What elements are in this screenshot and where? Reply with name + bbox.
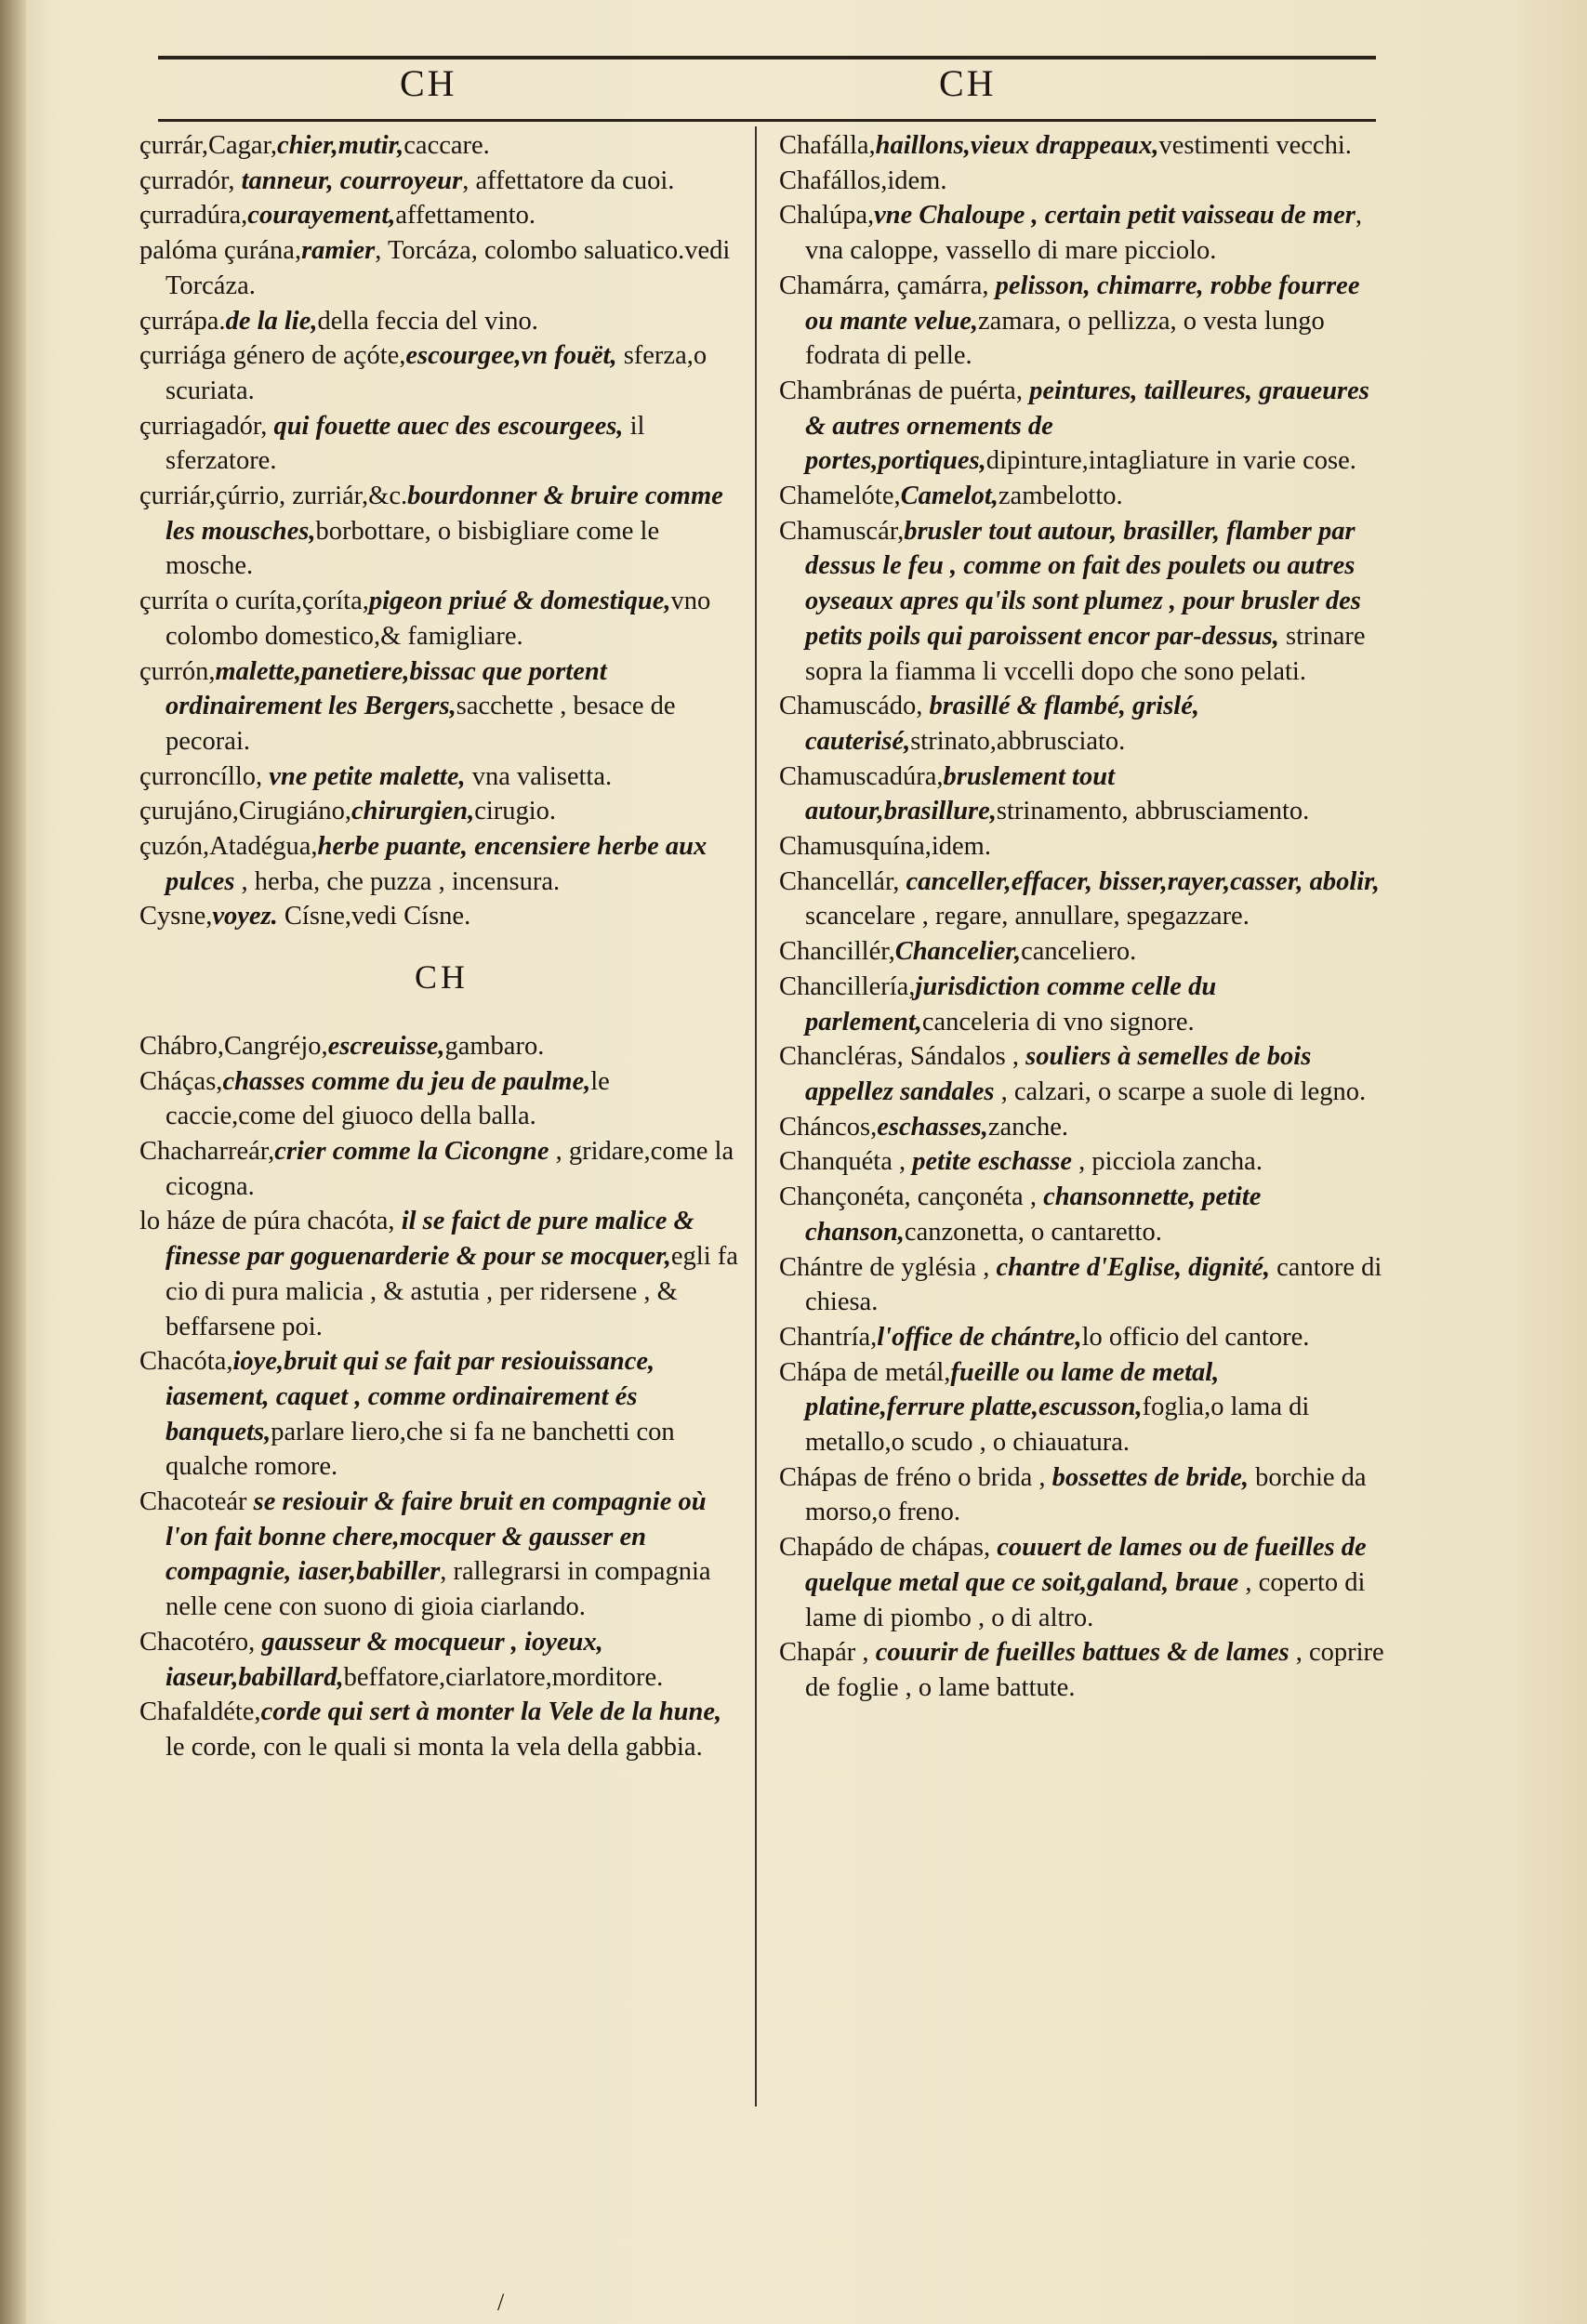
entry-italian-gloss: , rallegrarsi in compagnia nelle cene con suono di gioia ciarlando. xyxy=(165,1557,711,1622)
entry-headword: Chafállos,idem. xyxy=(779,165,947,195)
dictionary-entry xyxy=(779,829,1385,865)
dictionary-entry xyxy=(139,1134,744,1204)
entry-french-gloss: fueille ou lame de metal, platine,ferrure platte,escusson, xyxy=(805,1357,1220,1422)
entry-french-gloss: haillons,vieux drappeaux, xyxy=(875,131,1159,160)
dictionary-entry xyxy=(139,1344,744,1485)
entry-french-gloss: crier comme la Cicongne xyxy=(274,1136,549,1166)
entry-headword: Chafálla, xyxy=(779,131,876,160)
entry-french-gloss: chirurgien, xyxy=(350,797,475,826)
dictionary-entry xyxy=(779,164,1385,199)
dictionary-entry xyxy=(139,164,744,199)
entry-headword: Chamusquína,idem. xyxy=(779,832,991,862)
entry-headword: Chalúpa, xyxy=(779,201,875,231)
dictionary-entry xyxy=(779,1250,1385,1320)
entry-french-gloss: couurir de fueilles battues & de lames xyxy=(875,1638,1289,1668)
entry-headword: çurriár,çúrrio, zurriár,&c. xyxy=(139,482,408,511)
entry-italian-gloss: , vna caloppe, vassello di mare picciolo. xyxy=(805,201,1362,266)
entry-italian-gloss: , affettatore da cuoi. xyxy=(462,165,675,195)
dictionary-entry xyxy=(139,1204,744,1344)
entry-italian-gloss: della feccia del vino. xyxy=(317,306,538,336)
dictionary-entry xyxy=(139,338,744,408)
dictionary-entry xyxy=(139,1625,744,1695)
entry-italian-gloss: lo officio del cantore. xyxy=(1081,1322,1310,1352)
entry-italian-gloss: vestimenti vecchi. xyxy=(1158,131,1352,160)
entry-italian-gloss: canceliero. xyxy=(1021,937,1137,967)
entry-italian-gloss: cantore di chiesa. xyxy=(805,1252,1382,1317)
entry-french-gloss: escourgee,vn fouët, xyxy=(405,341,617,371)
entry-italian-gloss: borchie da morso,o freno. xyxy=(805,1462,1367,1527)
dictionary-entry xyxy=(779,865,1385,934)
entry-italian-gloss: , herba, che puzza , incensura. xyxy=(234,866,561,896)
entry-french-gloss: chier,mutir, xyxy=(277,131,404,160)
entry-italian-gloss: cirugio. xyxy=(474,797,557,826)
entry-headword: Chancillér, xyxy=(779,937,895,967)
entry-french-gloss: pigeon priué & domestique, xyxy=(368,587,671,616)
entry-french-gloss: souliers à semelles de bois appellez sandales xyxy=(805,1042,1312,1106)
dictionary-entry xyxy=(139,654,744,759)
dictionary-entry xyxy=(139,128,744,164)
dictionary-entry xyxy=(139,899,744,934)
entry-french-gloss: ramier xyxy=(301,236,376,266)
entry-french-gloss: peintures, tailleures, graueures & autres ornements de portes,portiques, xyxy=(805,376,1369,476)
dictionary-entry xyxy=(139,479,744,584)
entry-italian-gloss: affettamento. xyxy=(395,201,536,231)
entry-headword: Chacharreár, xyxy=(139,1136,275,1166)
entry-french-gloss: tanneur, courroyeur xyxy=(241,165,463,195)
entry-french-gloss: malette,panetiere,bissac que portent ordinairement les Bergers, xyxy=(165,656,607,721)
dictionary-entry xyxy=(779,1460,1385,1530)
entry-french-gloss: escreuisse, xyxy=(327,1031,445,1061)
entry-french-gloss: petite eschasse xyxy=(912,1147,1073,1177)
entry-italian-gloss: canzonetta, o cantaretto. xyxy=(904,1217,1162,1247)
entry-italian-gloss: strinare sopra la fiamma li vccelli dopo che sono pelati. xyxy=(805,621,1366,686)
entry-italian-gloss: il sferzatore. xyxy=(165,411,645,476)
right-column xyxy=(779,128,1385,1706)
dictionary-entry xyxy=(139,584,744,654)
entry-italian-gloss: , picciola zancha. xyxy=(1072,1147,1263,1177)
entry-italian-gloss: zamara, o pellizza, o vesta lungo fodrata di pelle. xyxy=(805,306,1325,371)
entry-french-gloss: couuert de lames ou de fueilles de quelque metal que ce soit,galand, braue xyxy=(805,1533,1367,1597)
entry-french-gloss: pelisson, chimarre, robbe fourree ou mante velue, xyxy=(805,271,1360,336)
entry-italian-gloss: , coperto di lame di piombo , o di altro. xyxy=(805,1567,1366,1632)
entry-french-gloss: brusler tout autour, brasiller, flamber par dessus le feu , comme on fait des poulets ou autres oyseaux apres qu'ils sont plumez , pour brusler des petits poils qui paroissent encor par-dessus, xyxy=(805,516,1361,651)
entry-headword: çurradór, xyxy=(139,165,242,195)
book-spine-shadow xyxy=(0,0,26,2324)
entry-headword: çurriagadór, xyxy=(139,411,274,441)
entry-headword: çurrár,Cagar, xyxy=(139,131,278,160)
left-column-ch-entries xyxy=(139,1029,744,1765)
entry-italian-gloss: canceleria di vno signore. xyxy=(921,1007,1195,1037)
entry-headword: çurrón, xyxy=(139,656,216,686)
entry-headword: lo háze de púra chacóta, xyxy=(139,1207,402,1236)
entry-italian-gloss: zanche. xyxy=(987,1112,1069,1142)
dictionary-entry xyxy=(779,128,1385,164)
dictionary-entry xyxy=(779,1144,1385,1180)
entry-headword: Chambránas de puérta, xyxy=(779,376,1030,405)
entry-french-gloss: Camelot, xyxy=(900,482,998,511)
entry-headword: Cysne, xyxy=(139,902,213,931)
entry-french-gloss: herbe puante, encensiere herbe aux pulces xyxy=(165,832,708,896)
dictionary-entry xyxy=(779,1355,1385,1460)
dictionary-entry xyxy=(779,759,1385,829)
entry-headword: Chacoteár xyxy=(139,1487,254,1517)
dictionary-entry xyxy=(779,934,1385,970)
dictionary-entry xyxy=(779,1110,1385,1145)
entry-italian-gloss: , Torcáza, colombo saluatico.vedi Torcáza. xyxy=(165,236,731,300)
entry-italian-gloss: dipinture,intagliature in varie cose. xyxy=(985,446,1356,476)
dictionary-entry xyxy=(779,198,1385,268)
entry-headword: çurroncíllo, xyxy=(139,761,270,791)
entry-headword: Cháças, xyxy=(139,1066,223,1096)
column-divider xyxy=(755,126,757,2106)
entry-french-gloss: eschasses, xyxy=(877,1112,988,1142)
entry-italian-gloss: gambaro. xyxy=(444,1031,545,1061)
entry-headword: çurradúra, xyxy=(139,201,248,231)
entry-italian-gloss: borbottare, o bisbigliare come le mosche. xyxy=(165,516,660,581)
entry-italian-gloss: strinato,abbrusciato. xyxy=(910,726,1126,756)
entry-french-gloss: corde qui sert à monter la Vele de la hune, xyxy=(260,1697,722,1727)
entry-french-gloss: bourdonner & bruire comme les mousches, xyxy=(165,482,723,546)
entry-french-gloss: chasses comme du jeu de paulme, xyxy=(222,1066,591,1096)
entry-french-gloss: Chancelier, xyxy=(894,937,1022,967)
entry-italian-gloss: caccare. xyxy=(403,131,490,160)
entry-headword: çurriága género de açóte, xyxy=(139,341,406,371)
entry-italian-gloss: vno colombo domestico,& famigliare. xyxy=(165,587,711,651)
dictionary-entry xyxy=(779,479,1385,514)
entry-headword: Chábro,Cangréjo, xyxy=(139,1031,328,1061)
entry-italian-gloss: egli fa cio di pura malicia , & astutia , per ridersene , & beffarsene poi. xyxy=(165,1242,738,1341)
entry-headword: Chacotéro, xyxy=(139,1627,262,1657)
dictionary-entry xyxy=(139,409,744,479)
left-column-entries xyxy=(139,128,744,934)
dictionary-entry xyxy=(779,970,1385,1039)
entry-headword: Chapár , xyxy=(779,1638,876,1668)
entry-headword: çurríta o curíta,çoríta, xyxy=(139,587,369,616)
dictionary-entry xyxy=(779,1320,1385,1355)
dictionary-entry xyxy=(139,233,744,303)
entry-french-gloss: vne petite malette, xyxy=(269,761,466,791)
entry-italian-gloss: sacchette , besace de pecorai. xyxy=(165,692,676,756)
entry-italian-gloss: sferza,o scuriata. xyxy=(165,341,708,405)
dictionary-entry xyxy=(779,689,1385,759)
entry-french-gloss: chansonnette, petite chanson, xyxy=(805,1182,1262,1247)
dictionary-entry xyxy=(779,374,1385,479)
entry-headword: Chántre de yglésia , xyxy=(779,1252,997,1282)
dictionary-entry xyxy=(139,1485,744,1625)
left-column xyxy=(139,128,744,1765)
dictionary-entry xyxy=(139,794,744,829)
entry-italian-gloss: foglia,o lama di metallo,o scudo , o chiauatura. xyxy=(805,1393,1310,1458)
entry-french-gloss: bossettes de bride, xyxy=(1051,1462,1249,1492)
entry-headword: Chapádo de chápas, xyxy=(779,1533,998,1563)
entry-italian-gloss: , gridare,come la cicogna. xyxy=(165,1136,734,1201)
entry-headword: palóma çurána, xyxy=(139,236,302,266)
running-head-left: CH xyxy=(400,62,457,104)
entry-french-gloss: voyez. xyxy=(212,902,278,931)
dictionary-entry xyxy=(139,1695,744,1764)
entry-italian-gloss: le corde, con le quali si monta la vela della gabbia. xyxy=(165,1732,703,1762)
dictionary-entry xyxy=(779,1039,1385,1109)
entry-italian-gloss: le caccie,come del giuoco della balla. xyxy=(165,1066,610,1131)
entry-italian-gloss: Císne,vedi Císne. xyxy=(277,902,471,931)
entry-headword: Chafaldéte, xyxy=(139,1697,261,1727)
dictionary-entry xyxy=(779,1635,1385,1705)
entry-french-gloss: l'office de chántre, xyxy=(877,1322,1082,1352)
dictionary-entry xyxy=(139,829,744,899)
header-rule-bottom xyxy=(158,119,1376,122)
right-column-entries xyxy=(779,128,1385,1706)
entry-italian-gloss: zambelotto. xyxy=(998,482,1123,511)
entry-headword: Chancellár, xyxy=(779,866,906,896)
entry-headword: çurujáno,Cirugiáno, xyxy=(139,797,351,826)
dictionary-entry xyxy=(779,269,1385,374)
entry-headword: Chamelóte, xyxy=(779,482,901,511)
entry-headword: Chançonéta, cançonéta , xyxy=(779,1182,1044,1212)
entry-italian-gloss: parlare liero,che si fa ne banchetti con qualche romore. xyxy=(165,1417,675,1482)
entry-french-gloss: il se faict de pure malice & finesse par goguenarderie & pour se mocquer, xyxy=(165,1207,694,1272)
footer-mark: / xyxy=(497,2289,505,2316)
entry-french-gloss: jurisdiction comme celle du parlement, xyxy=(805,971,1217,1037)
section-heading: CH xyxy=(414,958,469,997)
entry-french-gloss: ioye,bruit qui se fait par resiouissance, iasement, caquet , comme ordinairement és banquets, xyxy=(165,1347,655,1446)
dictionary-entry xyxy=(139,1064,744,1134)
dictionary-entry xyxy=(139,304,744,339)
entry-french-gloss: qui fouette auec des escourgees, xyxy=(273,411,624,441)
entry-french-gloss: bruslement tout autour,brasillure, xyxy=(805,761,1115,826)
running-head-right: CH xyxy=(939,62,997,104)
entry-headword: Chamárra, çamárra, xyxy=(779,271,996,300)
entry-headword: çurrápa. xyxy=(139,306,226,336)
entry-headword: Chancléras, Sándalos , xyxy=(779,1042,1026,1072)
dictionary-entry xyxy=(779,1530,1385,1635)
entry-italian-gloss: scancelare , regare, annullare, spegazzare. xyxy=(805,902,1250,931)
dictionary-entry xyxy=(139,759,744,795)
entry-headword: Chancillería, xyxy=(779,971,916,1001)
entry-italian-gloss: strinamento, abbrusciamento. xyxy=(996,797,1310,826)
dictionary-entry xyxy=(139,198,744,233)
entry-french-gloss: vne Chaloupe , certain petit vaisseau de mer xyxy=(874,201,1356,231)
entry-headword: Chápas de fréno o brida , xyxy=(779,1462,1052,1492)
entry-italian-gloss: vna valisetta. xyxy=(465,761,613,791)
entry-french-gloss: se resiouir & faire bruit en compagnie où l'on fait bonne chere,mocquer & gausser en compagnie, iaser,babiller xyxy=(165,1487,707,1587)
dictionary-entry xyxy=(779,514,1385,690)
entry-headword: çuzón,Atadégua, xyxy=(139,832,318,862)
entry-french-gloss: gausseur & mocqueur , ioyeux, iaseur,babillard, xyxy=(165,1627,603,1692)
entry-headword: Chamuscadúra, xyxy=(779,761,944,791)
entry-french-gloss: brasillé & flambé, grislé, cauterisé, xyxy=(805,692,1199,756)
entry-italian-gloss: , calzari, o scarpe a suole di legno. xyxy=(994,1076,1367,1106)
entry-headword: Chamuscádo, xyxy=(779,692,930,721)
entry-french-gloss: canceller,effacer, bisser,rayer,casser, abolir, xyxy=(906,866,1380,896)
entry-headword: Chanquéta , xyxy=(779,1147,913,1177)
entry-french-gloss: courayement, xyxy=(247,201,396,231)
dictionary-entry xyxy=(779,1180,1385,1249)
entry-headword: Chacóta, xyxy=(139,1347,233,1377)
entry-italian-gloss: , coprire de foglie , o lame battute. xyxy=(805,1638,1384,1702)
entry-french-gloss: de la lie, xyxy=(225,306,318,336)
entry-french-gloss: chantre d'Eglise, dignité, xyxy=(996,1252,1271,1282)
entry-headword: Chantría, xyxy=(779,1322,878,1352)
entry-headword: Chamuscár, xyxy=(779,516,905,546)
entry-headword: Chápa de metál, xyxy=(779,1357,951,1387)
entry-headword: Cháncos, xyxy=(779,1112,878,1142)
dictionary-entry xyxy=(139,1029,744,1064)
entry-italian-gloss: beffatore,ciarlatore,morditore. xyxy=(343,1662,664,1692)
header-rule-top xyxy=(158,56,1376,59)
